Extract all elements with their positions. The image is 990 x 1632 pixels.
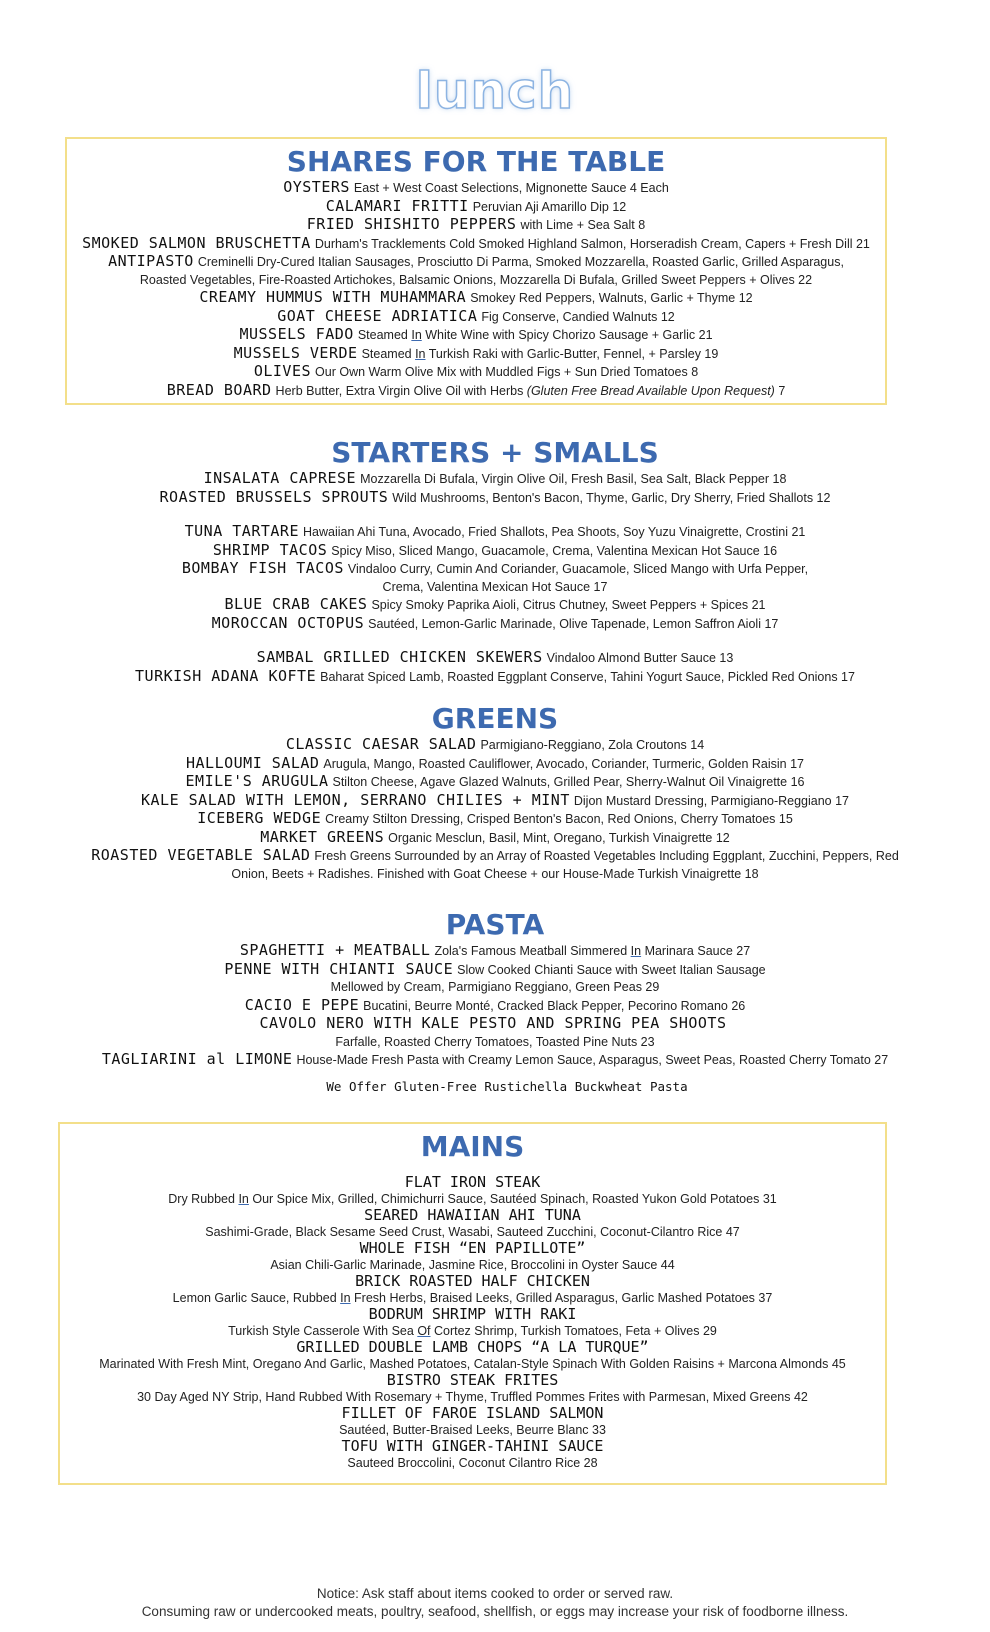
- item-description-continued: [67, 272, 885, 290]
- item-description: [60, 1290, 885, 1306]
- item-name: MOROCCAN OCTOPUS: [211, 613, 365, 632]
- notice-line: Notice: Ask staff about items cooked to order or served raw.: [316, 1586, 674, 1601]
- item-description: Parmigiano-Reggiano, Zola Croutons 14: [480, 738, 705, 752]
- item-description: In: [411, 328, 422, 342]
- item-description: Herb Butter, Extra Virgin Olive Oil with Herbs: [275, 383, 527, 398]
- item-description: Mozzarella Di Bufala, Virgin Olive Oil, Fresh Basil, Sea Salt, Black Pepper 18: [360, 472, 787, 486]
- item-description: Slow Cooked Chianti Sauce with Sweet Italian Sausage: [457, 962, 766, 977]
- item-name: FILLET OF FAROE ISLAND SALMON: [341, 1404, 604, 1422]
- item-description: 30 Day Aged NY Strip, Hand Rubbed With Rosemary + Thyme, Truffled Pommes Frites with Parmesan, Mixed Greens 42: [137, 1390, 808, 1404]
- item-name: ANTIPASTO: [108, 252, 194, 270]
- item-description: 7: [774, 383, 786, 398]
- item-description: Spicy Miso, Sliced Mango, Guacamole, Crema, Valentina Mexican Hot Sauce 16: [331, 543, 778, 558]
- item-description: Our Own Warm Olive Mix with Muddled Figs + Sun Dried Tomatoes 8: [315, 365, 699, 379]
- item-list: [0, 736, 990, 883]
- item-description: Baharat Spiced Lamb, Roasted Eggplant Conserve, Tahini Yogurt Sauce, Pickled Red Onions 17: [320, 669, 855, 684]
- item-name: CLASSIC CAESAR SALAD: [285, 735, 477, 753]
- item-description: with Lime + Sea Salt 8: [520, 218, 646, 232]
- menu-item: [0, 668, 990, 687]
- item-description: Sautéed, Lemon-Garlic Marinade, Olive Tapenade, Lemon Saffron Aioli 17: [368, 616, 779, 631]
- menu-item: [67, 326, 885, 345]
- item-name: SEARED HAWAIIAN AHI TUNA: [364, 1206, 581, 1224]
- item-name: FLAT IRON STEAK: [404, 1173, 541, 1191]
- item-description: Sauteed Broccolini, Coconut Cilantro Rice 28: [347, 1456, 598, 1470]
- menu-item: [0, 560, 990, 579]
- item-name: MUSSELS FADO: [239, 325, 354, 343]
- item-name: GOAT CHEESE ADRIATICA: [277, 306, 478, 325]
- item-name: ICEBERG WEDGE: [197, 809, 322, 827]
- item-description: White Wine with Spicy Chorizo Sausage + Garlic 21: [421, 328, 713, 342]
- item-description: In: [340, 1291, 351, 1305]
- menu-item: [0, 489, 990, 508]
- item-name: TOFU WITH GINGER-TAHINI SAUCE: [341, 1437, 604, 1455]
- item-description: Marinated With Fresh Mint, Oregano And Garlic, Mashed Potatoes, Catalan-Style Spinach With Golden Raisins + Marcona Almonds 45: [99, 1357, 846, 1371]
- section-title: GREENS: [431, 702, 559, 735]
- item-name: TAGLIARINI al LIMONE: [101, 1050, 293, 1068]
- gluten-free-note: We Offer Gluten-Free Rustichella Buckwheat Pasta: [326, 1078, 688, 1094]
- pasta-section: [0, 908, 990, 1096]
- menu-item: [0, 736, 990, 755]
- menu-item: [0, 523, 990, 542]
- item-description: Sautéed, Butter-Braised Leeks, Beurre Blanc 33: [339, 1423, 606, 1437]
- item-description: Fresh Herbs, Braised Leeks, Grilled Asparagus, Garlic Mashed Potatoes 37: [350, 1291, 773, 1305]
- item-name: INSALATA CAPRESE: [203, 469, 357, 487]
- menu-item: [0, 649, 990, 668]
- menu-item: [0, 596, 990, 615]
- item-description: Stilton Cheese, Agave Glazed Walnuts, Grilled Pear, Sherry-Walnut Oil Vinaigrette 16: [332, 775, 805, 789]
- item-description: Asian Chili-Garlic Marinade, Jasmine Rice, Broccolini in Oyster Sauce 44: [270, 1258, 675, 1272]
- item-name: TURKISH ADANA KOFTE: [135, 666, 317, 685]
- item-description: Cortez Shrimp, Turkish Tomatoes, Feta + Olives 29: [430, 1324, 717, 1338]
- item-description: Peruvian Aji Amarillo Dip 12: [472, 199, 627, 214]
- page-title: lunch: [415, 62, 575, 120]
- item-description: Turkish Style Casserole With Sea: [228, 1324, 418, 1338]
- item-name: ROASTED BRUSSELS SPROUTS: [159, 487, 389, 506]
- item-description: In: [415, 346, 426, 361]
- item-description: Durham's Tracklements Cold Smoked Highland Salmon, Horseradish Cream, Capers + Fresh Dill 21: [314, 236, 870, 251]
- item-description: In: [630, 944, 642, 958]
- item-description: Steamed: [357, 328, 412, 342]
- menu-item: [0, 1051, 990, 1070]
- item-description: Hawaiian Ahi Tuna, Avocado, Fried Shallots, Pea Shoots, Soy Yuzu Vinaigrette, Crostini 21: [302, 525, 806, 539]
- item-name: FRIED SHISHITO PEPPERS: [306, 215, 517, 233]
- item-name: BOMBAY FISH TACOS: [181, 559, 344, 577]
- menu-item: [0, 773, 990, 792]
- menu-item: [0, 829, 990, 848]
- item-description: House-Made Fresh Pasta with Creamy Lemon Sauce, Asparagus, Sweet Peas, Roasted Cherry Tomato 27: [296, 1053, 889, 1067]
- menu-item: [0, 810, 990, 829]
- item-list: [0, 942, 990, 1070]
- item-description: Lemon Garlic Sauce, Rubbed: [172, 1291, 341, 1305]
- item-description: Fresh Greens Surrounded by an Array of Roasted Vegetables Including Eggplant, Zucchini, Peppers, Red: [314, 849, 899, 863]
- menu-item: [0, 997, 990, 1016]
- item-list: [60, 1174, 885, 1471]
- item-name: OYSTERS: [283, 178, 350, 196]
- item-description: East + West Coast Selections, Mignonette Sauce 4 Each: [353, 181, 669, 195]
- section-title: PASTA: [445, 908, 545, 941]
- menu-item: [0, 847, 990, 866]
- item-description: (Gluten Free Bread Available Upon Request): [526, 383, 775, 398]
- item-description: Of: [417, 1324, 431, 1338]
- menu-item: [67, 308, 885, 327]
- menu-item: [0, 792, 990, 811]
- item-description: Steamed: [361, 346, 416, 361]
- item-name: CALAMARI FRITTI: [325, 196, 469, 215]
- menu-item: [67, 253, 885, 272]
- item-description: Wild Mushrooms, Benton's Bacon, Thyme, Garlic, Dry Sherry, Fried Shallots 12: [392, 490, 831, 505]
- item-description-continued: [0, 866, 990, 884]
- item-name: MUSSELS VERDE: [233, 343, 358, 362]
- menu-item: [0, 470, 990, 489]
- item-name: GRILLED DOUBLE LAMB CHOPS “A LA TURQUE”: [296, 1338, 649, 1356]
- item-description: Turkish Raki with Garlic-Butter, Fennel, + Parsley 19: [425, 346, 719, 361]
- greens-section: [0, 702, 990, 883]
- item-name: BLUE CRAB CAKES: [224, 595, 368, 613]
- menu-item: [67, 216, 885, 235]
- item-description: Organic Mesclun, Basil, Mint, Oregano, Turkish Vinaigrette 12: [388, 830, 730, 845]
- item-description: Vindaloo Almond Butter Sauce 13: [546, 651, 734, 665]
- item-name: SMOKED SALMON BRUSCHETTA: [82, 233, 311, 252]
- menu-item: [0, 1015, 990, 1034]
- item-description: Dijon Mustard Dressing, Parmigiano-Reggiano 17: [573, 793, 850, 808]
- item-name: BODRUM SHRIMP WITH RAKI: [368, 1305, 577, 1323]
- item-name: TUNA TARTARE: [184, 522, 299, 540]
- item-description: Creamy Stilton Dressing, Crisped Benton's Bacon, Red Onions, Cherry Tomatoes 15: [325, 812, 793, 826]
- item-name: MARKET GREENS: [260, 827, 385, 846]
- menu-item: [67, 179, 885, 198]
- item-name: SHRIMP TACOS: [212, 540, 328, 559]
- item-name: SAMBAL GRILLED CHICKEN SKEWERS: [256, 648, 543, 666]
- item-name: BRICK ROASTED HALF CHICKEN: [355, 1272, 590, 1290]
- item-description: Smokey Red Peppers, Walnuts, Garlic + Thyme 12: [470, 291, 753, 305]
- mains-section: [58, 1122, 887, 1485]
- item-name: CREAMY HUMMUS WITH MUHAMMARA: [199, 288, 467, 306]
- item-description-continued: [0, 579, 990, 597]
- menu-item: [0, 961, 990, 980]
- item-description: Bucatini, Beurre Monté, Cracked Black Pepper, Pecorino Romano 26: [363, 998, 746, 1013]
- menu-item: [67, 198, 885, 217]
- item-description: [60, 1191, 885, 1207]
- menu-item: [0, 755, 990, 774]
- menu-item: [67, 382, 885, 401]
- starters-section: [0, 436, 990, 686]
- item-description: In: [238, 1192, 249, 1206]
- section-title: SHARES FOR THE TABLE: [286, 145, 666, 178]
- item-description: Marinara Sauce 27: [641, 944, 751, 958]
- item-name: WHOLE FISH “EN PAPILLOTE”: [359, 1239, 586, 1257]
- menu-item: [0, 542, 990, 561]
- item-description: Vindaloo Curry, Cumin And Coriander, Guacamole, Sliced Mango with Urfa Pepper,: [347, 562, 809, 576]
- item-name: EMILE'S ARUGULA: [185, 772, 329, 790]
- item-name: BISTRO STEAK FRITES: [386, 1371, 559, 1389]
- item-description: Dry Rubbed: [168, 1192, 239, 1206]
- item-description-continued: [0, 979, 990, 997]
- item-description: Arugula, Mango, Roasted Cauliflower, Avocado, Coriander, Turmeric, Golden Raisin 17: [323, 756, 805, 771]
- item-name: ROASTED VEGETABLE SALAD: [91, 846, 311, 864]
- item-name: KALE SALAD WITH LEMON, SERRANO CHILIES + MINT: [140, 790, 570, 809]
- item-description: Roasted Vegetables, Fire-Roasted Artichokes, Balsamic Onions, Mozzarella Di Bufala, Grilled Sweet Peppers + Olives 22: [139, 272, 813, 287]
- notice-line: Consuming raw or undercooked meats, poultry, seafood, shellfish, or eggs may increase your risk of foodborne illness.: [141, 1604, 849, 1619]
- item-name: CAVOLO NERO WITH KALE PESTO AND SPRING PEA SHOOTS: [259, 1014, 727, 1032]
- item-description: Mellowed by Cream, Parmigiano Reggiano, Green Peas 29: [330, 980, 660, 994]
- item-description: [60, 1323, 885, 1339]
- menu-item: [0, 615, 990, 634]
- item-description: Fig Conserve, Candied Walnuts 12: [481, 309, 675, 324]
- section-title: STARTERS + SMALLS: [331, 436, 659, 469]
- item-name: PENNE WITH CHIANTI SAUCE: [224, 959, 454, 978]
- item-description: Our Spice Mix, Grilled, Chimichurri Sauce, Sautéed Spinach, Roasted Yukon Gold Potatoes 31: [248, 1192, 777, 1206]
- item-description: Creminelli Dry-Cured Italian Sausages, Prosciutto Di Parma, Smoked Mozzarella, Roasted Garlic, Grilled Asparagus,: [197, 255, 844, 269]
- menu-item: [0, 942, 990, 961]
- item-name: CACIO E PEPE: [244, 995, 360, 1014]
- section-title: MAINS: [420, 1130, 525, 1163]
- menu-item: [67, 363, 885, 382]
- item-description: Onion, Beets + Radishes. Finished with Goat Cheese + our House-Made Turkish Vinaigrette 18: [231, 866, 759, 881]
- item-description: Spicy Smoky Paprika Aioli, Citrus Chutney, Sweet Peppers + Spices 21: [371, 598, 766, 612]
- item-list: [67, 179, 885, 400]
- menu-item: [67, 235, 885, 254]
- item-description-continued: [0, 1034, 990, 1052]
- item-name: BREAD BOARD: [166, 380, 272, 399]
- menu-item: [67, 345, 885, 364]
- item-description: Crema, Valentina Mexican Hot Sauce 17: [382, 579, 608, 594]
- item-list: [0, 470, 990, 686]
- shares-section: [65, 137, 887, 405]
- notice: [0, 1585, 990, 1621]
- item-name: OLIVES: [253, 362, 312, 380]
- item-name: HALLOUMI SALAD: [185, 753, 320, 772]
- item-description: Sashimi-Grade, Black Sesame Seed Crust, Wasabi, Sauteed Zucchini, Coconut-Cilantro Rice 47: [205, 1225, 740, 1239]
- menu-item: [67, 289, 885, 308]
- item-description: Zola's Famous Meatball Simmered: [434, 944, 631, 958]
- item-name: SPAGHETTI + MEATBALL: [239, 941, 431, 959]
- item-description: Farfalle, Roasted Cherry Tomatoes, Toasted Pine Nuts 23: [335, 1034, 655, 1049]
